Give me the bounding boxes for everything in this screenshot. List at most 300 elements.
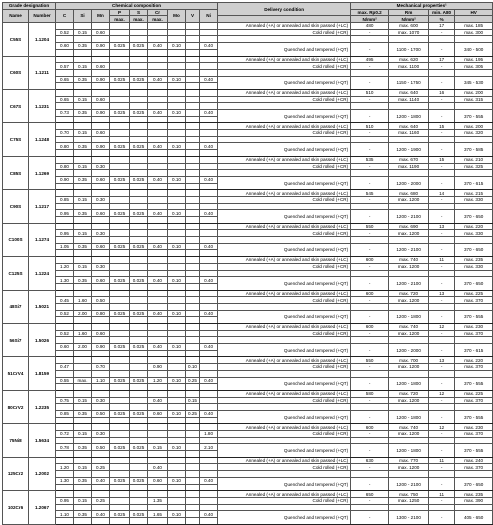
chem-cell: 0.025: [110, 210, 130, 217]
chem-cell: [200, 257, 218, 264]
chem-cell: [110, 69, 130, 76]
chem-cell: [186, 390, 200, 397]
chem-cell: 1.10: [92, 377, 110, 384]
mech-value: max. 1200: [389, 297, 429, 304]
chem-cell: [130, 464, 148, 471]
mech-value: max. 720: [389, 390, 429, 397]
mech-value: [351, 471, 389, 478]
chem-cell: [74, 49, 92, 56]
mech-value: max. 215: [455, 190, 493, 197]
chem-cell: 0.025: [110, 43, 130, 50]
chem-cell: [74, 390, 92, 397]
mech-value: max. 315: [455, 96, 493, 103]
table-row: [3, 130, 493, 137]
mech-value: 1200 - 2000: [389, 344, 429, 357]
chem-cell: [148, 270, 168, 277]
mech-value: [351, 504, 389, 511]
mech-value: [351, 36, 389, 43]
chem-cell: [186, 110, 200, 117]
chem-cell: [110, 283, 130, 290]
chem-cell: [56, 89, 74, 96]
mech-value: 11: [429, 457, 455, 464]
grade-name: C100S: [3, 223, 29, 256]
chem-cell: [56, 484, 74, 491]
chem-cell: 1.05: [56, 243, 74, 250]
chem-cell: [74, 337, 92, 344]
table-row: [3, 477, 493, 484]
chem-cell: [56, 317, 74, 324]
table-row: [3, 437, 493, 444]
chem-cell: [74, 183, 92, 190]
chem-cell: [186, 384, 200, 391]
chem-cell: 0.10: [168, 43, 186, 50]
mech-value: 1150 - 1750: [389, 76, 429, 89]
mech-value: [429, 337, 455, 344]
chem-cell: [74, 424, 92, 431]
chem-cell: 0.025: [130, 76, 148, 83]
chem-cell: 0.025: [110, 310, 130, 317]
chem-cell: [74, 517, 92, 524]
chem-cell: 0.10: [168, 377, 186, 384]
table-row: [3, 457, 493, 464]
mech-value: 580: [351, 390, 389, 397]
grade-number: 1.1248: [29, 123, 56, 156]
mech-value: 1200 - 1800: [389, 110, 429, 123]
chem-cell: [186, 89, 200, 96]
chem-cell: [148, 337, 168, 344]
chem-cell: 0.10: [168, 444, 186, 451]
header-element: C: [56, 9, 74, 22]
chem-cell: 0.025: [110, 243, 130, 250]
grade-name: C55S: [3, 23, 29, 56]
chem-cell: 0.30: [92, 196, 110, 203]
grade-name: 56Si7: [3, 324, 29, 357]
mech-value: -: [429, 410, 455, 423]
chem-cell: 0.40: [148, 110, 168, 117]
chem-cell: [200, 324, 218, 331]
chem-cell: 0.40: [200, 277, 218, 284]
chem-cell: [92, 337, 110, 344]
mech-value: max. 1200: [389, 196, 429, 203]
table-row: [3, 424, 493, 431]
chem-cell: [92, 69, 110, 76]
grade-name: 125Cr2: [3, 457, 29, 490]
mech-value: [429, 237, 455, 244]
mech-value: [429, 103, 455, 110]
chem-cell: [168, 283, 186, 290]
chem-cell: [92, 217, 110, 224]
chem-cell: [92, 190, 110, 197]
chem-cell: [186, 444, 200, 451]
chem-cell: [148, 324, 168, 331]
mech-value: -: [351, 511, 389, 524]
chem-cell: [186, 36, 200, 43]
chem-cell: [186, 136, 200, 143]
mech-value: 15: [429, 156, 455, 163]
mech-value: -: [351, 444, 389, 457]
mech-value: 370 - 555: [455, 310, 493, 323]
mech-value: max. 1200: [389, 263, 429, 270]
mech-value: 495: [351, 56, 389, 63]
table-row: [3, 377, 493, 384]
chem-cell: [200, 357, 218, 364]
grade-number: 1.1231: [29, 89, 56, 122]
mech-value: -: [429, 377, 455, 390]
chem-cell: [186, 297, 200, 304]
chem-cell: [200, 297, 218, 304]
chem-cell: [56, 517, 74, 524]
mech-value: -: [351, 96, 389, 103]
chem-cell: 0.40: [92, 477, 110, 484]
chem-cell: 0.60: [148, 477, 168, 484]
chem-cell: [168, 437, 186, 444]
chem-cell: [148, 517, 168, 524]
table-row: [3, 110, 493, 117]
table-row: [3, 143, 493, 150]
chem-cell: [148, 370, 168, 377]
mech-value: max. 680: [389, 190, 429, 197]
mech-value: -: [351, 29, 389, 36]
chem-cell: [130, 163, 148, 170]
chem-cell: [148, 350, 168, 357]
mech-value: [429, 504, 455, 511]
chem-cell: [168, 404, 186, 411]
chem-cell: [56, 123, 74, 130]
grade-name: C125S: [3, 257, 29, 290]
chem-cell: [110, 36, 130, 43]
chem-cell: [56, 451, 74, 458]
table-row: [3, 511, 493, 518]
mech-value: -: [429, 464, 455, 471]
chem-cell: [148, 404, 168, 411]
mech-value: max. 640: [389, 89, 429, 96]
chem-cell: [56, 217, 74, 224]
grade-number: 1.8159: [29, 357, 56, 390]
delivery-condition: Annealed (+A) or annealed and skin passed (+LC): [218, 190, 351, 197]
chem-cell: 0.025: [130, 176, 148, 183]
chem-cell: 1.20: [148, 377, 168, 384]
delivery-condition: [218, 504, 351, 511]
chem-cell: [56, 384, 74, 391]
mech-value: max. 185: [455, 23, 493, 30]
mech-value: [389, 504, 429, 511]
chem-cell: [74, 136, 92, 143]
chem-cell: [200, 190, 218, 197]
chem-cell: [130, 404, 148, 411]
chem-cell: [186, 237, 200, 244]
delivery-condition: [218, 437, 351, 444]
chem-cell: [92, 451, 110, 458]
chem-cell: [200, 223, 218, 230]
chem-cell: [200, 504, 218, 511]
chem-cell: 1.80: [200, 431, 218, 438]
mech-value: max. 700: [389, 357, 429, 364]
mech-value: [389, 170, 429, 177]
chem-cell: max.: [74, 377, 92, 384]
chem-cell: [200, 317, 218, 324]
mech-value: -: [351, 277, 389, 290]
chem-cell: [74, 484, 92, 491]
mech-value: -: [429, 230, 455, 237]
mech-value: 1200 - 1800: [389, 310, 429, 323]
grade-name: 75Ni8: [3, 424, 29, 457]
chem-cell: [56, 270, 74, 277]
mech-value: 12: [429, 324, 455, 331]
mech-value: max. 370: [455, 464, 493, 471]
chem-cell: [130, 330, 148, 337]
delivery-condition: [218, 471, 351, 478]
delivery-condition: Quenched and tempered (+QT): [218, 210, 351, 223]
chem-cell: [200, 89, 218, 96]
chem-cell: [200, 156, 218, 163]
header-mech-unit: %: [429, 16, 455, 23]
chem-cell: [110, 123, 130, 130]
mech-value: -: [429, 196, 455, 203]
chem-cell: [74, 404, 92, 411]
chem-cell: 0.30: [92, 431, 110, 438]
mech-value: [455, 337, 493, 344]
chem-cell: [110, 390, 130, 397]
table-row: [3, 410, 493, 417]
table-row: [3, 357, 493, 364]
mech-value: max. 1200: [389, 230, 429, 237]
chem-cell: [56, 324, 74, 331]
grade-name: C67S: [3, 89, 29, 122]
grade-name: 102Cr6: [3, 491, 29, 524]
chem-cell: [130, 136, 148, 143]
chem-cell: [168, 130, 186, 137]
chem-cell: [168, 330, 186, 337]
chem-cell: [92, 317, 110, 324]
mech-value: -: [429, 431, 455, 438]
chem-cell: [186, 83, 200, 90]
chem-cell: [56, 357, 74, 364]
chem-cell: 0.35: [74, 277, 92, 284]
chem-cell: [130, 123, 148, 130]
chem-cell: [148, 424, 168, 431]
mech-value: 15: [429, 123, 455, 130]
chem-cell: 0.40: [200, 110, 218, 117]
chem-cell: [92, 103, 110, 110]
mech-value: 370 - 650: [455, 477, 493, 490]
delivery-condition: Cold rolled (+CR): [218, 29, 351, 36]
chem-cell: [56, 457, 74, 464]
chem-cell: [186, 404, 200, 411]
chem-cell: [110, 464, 130, 471]
mech-value: 370 - 555: [455, 110, 493, 123]
mech-value: max. 770: [389, 457, 429, 464]
mech-value: [429, 471, 455, 478]
chem-cell: [148, 89, 168, 96]
chem-cell: [200, 130, 218, 137]
chem-cell: [168, 123, 186, 130]
chem-cell: [130, 36, 148, 43]
chem-cell: 1.20: [56, 263, 74, 270]
chem-cell: [56, 23, 74, 30]
mech-value: -: [351, 176, 389, 189]
chem-cell: [110, 29, 130, 36]
delivery-condition: Quenched and tempered (+QT): [218, 477, 351, 490]
header-element: S: [130, 9, 148, 16]
chem-cell: [130, 56, 148, 63]
chem-cell: 0.30: [92, 263, 110, 270]
chem-cell: [74, 203, 92, 210]
chem-cell: [110, 324, 130, 331]
delivery-condition: Annealed (+A) or annealed and skin passed (+LC): [218, 23, 351, 30]
mech-value: 370 - 615: [455, 176, 493, 189]
chem-cell: [200, 103, 218, 110]
mech-value: [389, 270, 429, 277]
chem-cell: 0.40: [148, 344, 168, 351]
chem-cell: [74, 370, 92, 377]
mech-value: max. 240: [455, 457, 493, 464]
chem-cell: [130, 324, 148, 331]
chem-cell: [200, 170, 218, 177]
chem-cell: [148, 36, 168, 43]
chem-cell: [110, 56, 130, 63]
chem-cell: [74, 237, 92, 244]
chem-cell: [74, 190, 92, 197]
mech-value: -: [351, 364, 389, 371]
chem-cell: [110, 217, 130, 224]
chem-cell: 0.10: [168, 76, 186, 83]
chem-cell: [130, 457, 148, 464]
chem-cell: [148, 484, 168, 491]
chem-cell: 0.47: [56, 364, 74, 371]
mech-value: max. 200: [455, 89, 493, 96]
chem-cell: 0.025: [110, 277, 130, 284]
chem-cell: [148, 183, 168, 190]
chem-cell: [186, 324, 200, 331]
chem-cell: [168, 223, 186, 230]
chem-cell: 0.25: [186, 410, 200, 417]
chem-cell: [92, 56, 110, 63]
chem-cell: [130, 203, 148, 210]
chem-cell: [186, 424, 200, 431]
chem-cell: 0.15: [74, 196, 92, 203]
chem-cell: [110, 491, 130, 498]
mech-value: [429, 303, 455, 310]
mech-value: max. 1200: [389, 431, 429, 438]
delivery-condition: Quenched and tempered (+QT): [218, 377, 351, 390]
mech-value: max. 1100: [389, 63, 429, 70]
chem-cell: [200, 23, 218, 30]
chem-cell: [92, 136, 110, 143]
chem-cell: [92, 250, 110, 257]
chem-cell: [110, 170, 130, 177]
chem-cell: [92, 223, 110, 230]
grade-number: 1.1269: [29, 156, 56, 189]
delivery-condition: [218, 237, 351, 244]
chem-cell: 0.90: [92, 344, 110, 351]
chem-cell: 0.30: [92, 230, 110, 237]
table-row: [3, 310, 493, 317]
chem-cell: [148, 290, 168, 297]
chem-cell: [168, 116, 186, 123]
header-grade-designation: Grade designation: [3, 3, 56, 10]
delivery-condition: Cold rolled (+CR): [218, 263, 351, 270]
delivery-condition: Quenched and tempered (+QT): [218, 511, 351, 524]
chem-cell: 0.025: [130, 344, 148, 351]
chem-cell: [130, 89, 148, 96]
grade-number: 1.5021: [29, 290, 56, 323]
table-row: [3, 390, 493, 397]
delivery-condition: Cold rolled (+CR): [218, 431, 351, 438]
chem-cell: [110, 83, 130, 90]
chem-cell: 0.10: [168, 143, 186, 150]
chem-cell: [168, 163, 186, 170]
mech-value: max. 720: [389, 290, 429, 297]
chem-cell: [186, 350, 200, 357]
chem-cell: [200, 290, 218, 297]
chem-cell: [168, 250, 186, 257]
chem-cell: [200, 270, 218, 277]
chem-cell: [130, 217, 148, 224]
chem-cell: [168, 497, 186, 504]
chem-cell: 0.35: [74, 410, 92, 417]
mech-value: [389, 69, 429, 76]
mech-value: -: [351, 377, 389, 390]
delivery-condition: Cold rolled (+CR): [218, 464, 351, 471]
chem-cell: [200, 464, 218, 471]
chem-cell: 0.90: [148, 364, 168, 371]
mech-value: max. 1250: [389, 497, 429, 504]
chem-cell: [110, 203, 130, 210]
mech-value: [389, 303, 429, 310]
chem-cell: [186, 156, 200, 163]
chem-cell: [186, 491, 200, 498]
chem-cell: [130, 417, 148, 424]
delivery-condition: [218, 270, 351, 277]
chem-cell: [148, 63, 168, 70]
chem-cell: [92, 183, 110, 190]
table-row: [3, 210, 493, 217]
chem-cell: [74, 103, 92, 110]
chem-cell: [74, 257, 92, 264]
chem-cell: [130, 350, 148, 357]
chem-cell: 0.80: [92, 310, 110, 317]
mech-value: [455, 437, 493, 444]
chem-cell: 0.40: [148, 143, 168, 150]
chem-cell: 0.52: [56, 29, 74, 36]
chem-cell: 0.15: [74, 464, 92, 471]
mech-value: 600: [351, 324, 389, 331]
chem-cell: [200, 217, 218, 224]
grade-name: C75S: [3, 123, 29, 156]
table-row: [3, 243, 493, 250]
chem-cell: [74, 250, 92, 257]
chem-cell: [168, 324, 186, 331]
table-row: [3, 337, 493, 344]
mech-value: max. 1200: [389, 464, 429, 471]
chem-cell: [148, 230, 168, 237]
chem-cell: [168, 257, 186, 264]
chem-cell: [130, 96, 148, 103]
chem-cell: [74, 290, 92, 297]
chem-cell: 0.40: [200, 310, 218, 317]
chem-cell: 2.00: [74, 310, 92, 317]
mech-value: -: [351, 243, 389, 256]
chem-cell: 0.70: [56, 130, 74, 137]
table-row: [3, 237, 493, 244]
chem-cell: 1.30: [56, 277, 74, 284]
chem-cell: [168, 263, 186, 270]
grade-number: 1.2235: [29, 390, 56, 423]
mech-value: -: [351, 464, 389, 471]
mech-value: 1300 - 2100: [389, 511, 429, 524]
chem-cell: [200, 29, 218, 36]
mech-value: [455, 103, 493, 110]
